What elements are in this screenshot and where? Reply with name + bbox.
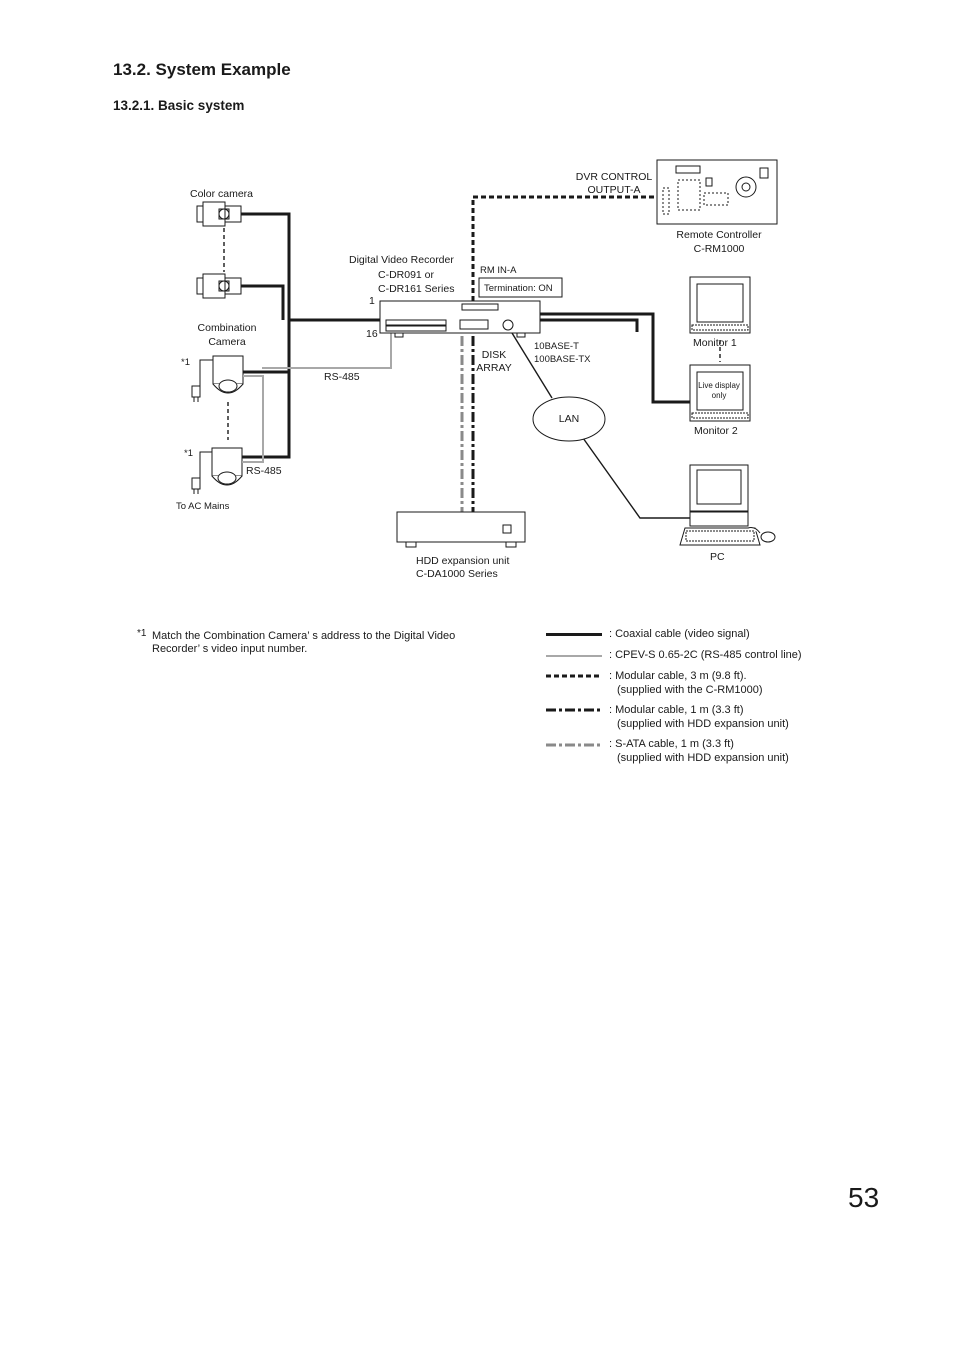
digital-video-recorder <box>380 301 540 337</box>
lan-label: LAN <box>558 413 580 425</box>
ac-mains-label: To AC Mains <box>176 501 230 512</box>
rs485-label-2: RS-485 <box>246 465 282 477</box>
pc-label: PC <box>710 551 725 563</box>
legend-sata-swatch <box>546 741 604 749</box>
legend-coaxial-text: : Coaxial cable (video signal) <box>609 628 750 640</box>
legend-modular1-text-2: (supplied with HDD expansion unit) <box>617 718 789 730</box>
legend-modular1-text-1: : Modular cable, 1 m (3.3 ft) <box>609 704 744 716</box>
hdd-label-1: HDD expansion unit <box>416 555 510 567</box>
disk-array-label-2: ARRAY <box>476 362 512 374</box>
live-display-label-2: only <box>711 391 727 400</box>
asterisk-note-2: *1 <box>184 448 193 459</box>
monitor-1 <box>690 277 750 333</box>
legend-cpev-text: : CPEV-S 0.65-2C (RS-485 control line) <box>609 649 802 661</box>
combination-camera-label-1: Combination <box>197 322 257 334</box>
combination-camera-1 <box>192 356 243 402</box>
live-display-label-1: Live display <box>698 381 740 390</box>
section-title: 13.2. System Example <box>113 60 291 79</box>
input-1-label: 1 <box>369 295 375 307</box>
color-camera-label: Color camera <box>190 188 254 200</box>
footnote-text: Match the Combination Camera’ s address to the Digital Video Recorder’ s video input number. <box>152 630 456 655</box>
remote-controller-label-2: C-RM1000 <box>693 243 745 255</box>
color-camera-2 <box>197 274 241 298</box>
legend-sata-text-2: (supplied with HDD expansion unit) <box>617 752 789 764</box>
legend-modular3-swatch <box>546 672 604 680</box>
pc <box>680 465 775 545</box>
hdd-label-2: C-DA1000 Series <box>416 568 498 580</box>
legend-cpev-swatch <box>546 655 602 657</box>
legend-modular1-swatch <box>546 706 604 714</box>
asterisk-note-1: *1 <box>181 357 190 368</box>
subsection-title: 13.2.1. Basic system <box>113 98 245 113</box>
disk-array-label-1: DISK <box>481 349 507 361</box>
termination-label: Termination: ON <box>484 283 553 294</box>
dvr-control-label-1: DVR CONTROL <box>575 171 653 183</box>
rm-in-label: RM IN-A <box>480 265 517 276</box>
legend-modular3-text-2: (supplied with the C-RM1000) <box>617 684 763 696</box>
base-tx-label: 100BASE-TX <box>534 354 591 365</box>
hdd-expansion-unit <box>397 512 525 547</box>
page-number: 53 <box>848 1182 880 1213</box>
dvr-model-1: C-DR091 or <box>378 269 435 281</box>
base-t-label: 10BASE-T <box>534 341 579 352</box>
input-16-label: 16 <box>366 328 378 340</box>
remote-controller <box>657 160 777 224</box>
dvr-title: Digital Video Recorder <box>349 254 454 266</box>
combination-camera-2 <box>192 448 242 494</box>
monitor-2-label: Monitor 2 <box>694 425 738 437</box>
legend-sata-text-1: : S-ATA cable, 1 m (3.3 ft) <box>609 738 734 750</box>
remote-controller-label-1: Remote Controller <box>676 229 762 241</box>
legend-coaxial-swatch <box>546 633 602 636</box>
monitor-1-label: Monitor 1 <box>693 337 737 349</box>
dvr-control-label-2: OUTPUT-A <box>587 184 641 196</box>
dvr-model-2: C-DR161 Series <box>378 283 455 295</box>
footnote-mark: *1 <box>137 628 147 639</box>
rs485-label-1: RS-485 <box>324 371 360 383</box>
rs485-lines <box>242 330 391 462</box>
legend-modular3-text-1: : Modular cable, 3 m (9.8 ft). <box>609 670 747 682</box>
color-camera-1 <box>197 202 241 226</box>
combination-camera-label-2: Camera <box>208 336 246 348</box>
